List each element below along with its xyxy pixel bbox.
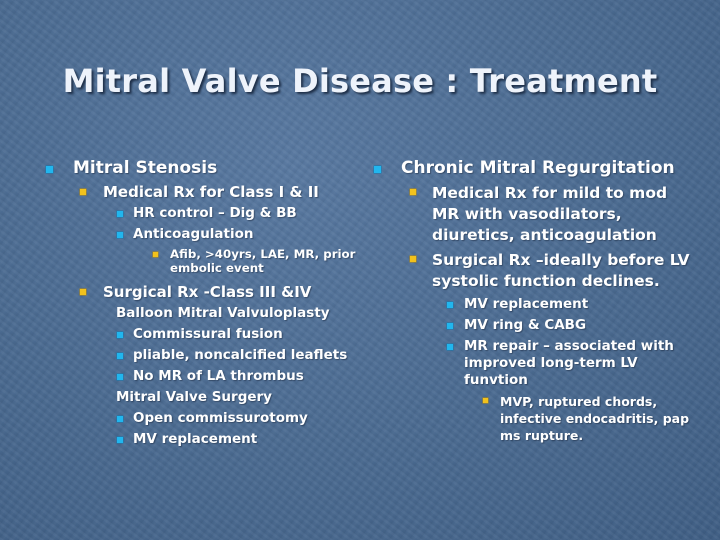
square-bullet-icon bbox=[80, 289, 86, 295]
square-bullet-icon bbox=[374, 166, 381, 173]
list-item-mv-ring-cabg bbox=[372, 317, 692, 334]
square-bullet-icon bbox=[410, 256, 416, 262]
item-text: Anticoagulation bbox=[133, 226, 254, 242]
square-bullet-icon bbox=[410, 189, 416, 195]
subheading-balloon-valvuloplasty: Balloon Mitral Valvuloplasty bbox=[116, 305, 330, 321]
list-item-mr-repair bbox=[372, 338, 692, 389]
list-item-commissural-fusion bbox=[44, 326, 359, 343]
list-item-open-commissurotomy bbox=[44, 410, 359, 427]
item-text: Commissural fusion bbox=[133, 326, 283, 342]
list-item-mv-replacement bbox=[44, 431, 359, 448]
item-text: Medical Rx for Class I & II bbox=[103, 183, 319, 201]
square-bullet-icon bbox=[447, 344, 453, 350]
list-item-mv-replacement-mr bbox=[372, 296, 692, 313]
item-text: MR repair – associated with improved long-term LV funvtion bbox=[464, 338, 674, 388]
item-text: Surgical Rx –ideally before LV systolic function declines. bbox=[432, 251, 690, 290]
list-item-surgical-rx bbox=[44, 283, 359, 301]
square-bullet-icon bbox=[46, 166, 53, 173]
square-bullet-icon bbox=[117, 437, 123, 443]
square-bullet-icon bbox=[80, 189, 86, 195]
right-column bbox=[372, 158, 692, 447]
list-item-afib bbox=[44, 247, 359, 275]
square-bullet-icon bbox=[117, 416, 123, 422]
list-item-surgical-rx-mr bbox=[372, 250, 692, 292]
list-item-medical-rx bbox=[44, 183, 359, 201]
square-bullet-icon bbox=[117, 353, 123, 359]
list-item-no-mr bbox=[44, 368, 359, 385]
list-item-mvp-causes bbox=[372, 393, 692, 444]
list-item-hr-control bbox=[44, 205, 359, 222]
item-text: Open commissurotomy bbox=[133, 410, 308, 426]
slide-title: Mitral Valve Disease : Treatment bbox=[62, 62, 658, 100]
item-text: MVP, ruptured chords, infective endocadritis, pap ms rupture. bbox=[500, 394, 690, 443]
item-text: Medical Rx for mild to mod MR with vasodilators, diuretics, anticoagulation bbox=[432, 184, 668, 244]
item-text: MV replacement bbox=[464, 296, 589, 312]
item-text: Surgical Rx -Class III &IV bbox=[103, 283, 312, 301]
square-bullet-icon bbox=[447, 302, 453, 308]
list-item-pliable-leaflets bbox=[44, 347, 359, 364]
subheading-mitral-valve-surgery: Mitral Valve Surgery bbox=[116, 389, 272, 405]
item-text: MV replacement bbox=[133, 431, 258, 447]
list-item-mitral-stenosis bbox=[44, 158, 359, 179]
list-item-medical-rx-mr bbox=[372, 183, 692, 246]
square-bullet-icon bbox=[483, 398, 488, 403]
square-bullet-icon bbox=[117, 232, 123, 238]
square-bullet-icon bbox=[117, 374, 123, 380]
item-text: Afib, >40yrs, LAE, MR, prior embolic event bbox=[170, 247, 356, 275]
item-text: HR control – Dig & BB bbox=[133, 205, 297, 221]
item-text: Chronic Mitral Regurgitation bbox=[401, 158, 675, 178]
square-bullet-icon bbox=[447, 323, 453, 329]
list-item-anticoagulation bbox=[44, 226, 359, 243]
list-item-chronic-mr bbox=[372, 158, 692, 179]
item-text: MV ring & CABG bbox=[464, 317, 587, 333]
left-column bbox=[44, 158, 359, 452]
square-bullet-icon bbox=[117, 211, 123, 217]
item-text: Mitral Stenosis bbox=[73, 158, 218, 178]
item-text: pliable, noncalcified leaflets bbox=[133, 347, 348, 363]
square-bullet-icon bbox=[117, 332, 123, 338]
square-bullet-icon bbox=[153, 252, 158, 257]
item-text: No MR of LA thrombus bbox=[133, 368, 304, 384]
